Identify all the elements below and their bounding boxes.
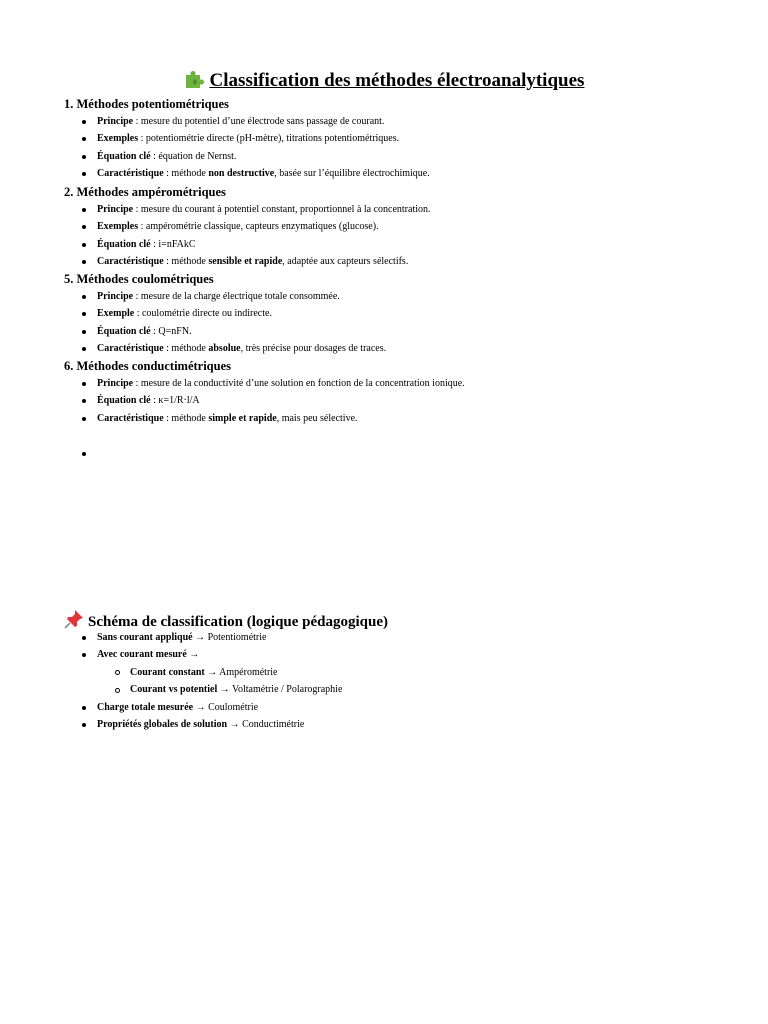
item-list bbox=[64, 113, 744, 183]
item-text: : mesure de la charge électrique totale consommée. bbox=[133, 291, 340, 302]
item-text: : coulométrie directe ou indirecte. bbox=[134, 308, 272, 320]
item-text: → Coulométrie bbox=[193, 701, 259, 713]
item-list bbox=[64, 201, 744, 271]
item-label: Principe bbox=[97, 291, 134, 302]
item-text: : mesure du potentiel d’une électrode sans passage de courant. bbox=[133, 116, 385, 127]
item-label: Caractéristique bbox=[97, 412, 164, 424]
item-label: Équation clé bbox=[97, 325, 151, 337]
section-coulometric bbox=[64, 271, 744, 358]
page-title-text: Classification des méthodes électroanalytiques bbox=[209, 70, 585, 91]
item-emphasis: non destructive bbox=[208, 168, 275, 180]
item-text: → Potentiométrie bbox=[192, 632, 267, 643]
item-label: Avec courant mesuré bbox=[97, 649, 187, 661]
list-item bbox=[64, 340, 744, 357]
item-label: Principe bbox=[97, 204, 134, 215]
item-list bbox=[64, 288, 744, 358]
item-text: : méthode bbox=[163, 168, 209, 180]
item-text: : ampérométrie classique, capteurs enzymatiques (glucose). bbox=[138, 221, 379, 233]
list-item bbox=[64, 699, 744, 716]
item-text: : potentiométrie directe (pH-mètre), titrations potentiométriques. bbox=[138, 133, 400, 145]
puzzle-piece-icon bbox=[184, 69, 206, 97]
list-item bbox=[64, 218, 744, 235]
item-text: → bbox=[186, 649, 200, 661]
sub-list-item bbox=[64, 664, 744, 681]
list-item bbox=[64, 716, 744, 733]
item-list bbox=[64, 629, 744, 733]
section-title: 1. Méthodes potentiométriques bbox=[64, 97, 229, 111]
sub-list-item bbox=[64, 681, 744, 698]
item-text: : méthode bbox=[163, 343, 209, 355]
list-item bbox=[64, 375, 744, 392]
item-text: , adaptée aux capteurs sélectifs. bbox=[282, 256, 409, 268]
section-title: 2. Méthodes ampérométriques bbox=[64, 185, 226, 199]
list-item bbox=[64, 392, 744, 409]
item-emphasis: simple et rapide bbox=[208, 412, 277, 424]
item-text: , très précise pour dosages de traces. bbox=[240, 343, 387, 355]
item-emphasis: sensible et rapide bbox=[208, 256, 283, 268]
item-text: → Ampérométrie bbox=[204, 666, 278, 678]
item-label: Principe bbox=[97, 378, 134, 389]
item-label: Caractéristique bbox=[97, 168, 164, 180]
item-label: Caractéristique bbox=[97, 343, 164, 355]
schema-list bbox=[64, 629, 744, 733]
item-text: : mesure du courant à potentiel constant, proportionnel à la concentration. bbox=[133, 204, 431, 215]
item-label: Sans courant appliqué bbox=[97, 632, 193, 643]
page-title bbox=[0, 68, 768, 97]
item-label: Équation clé bbox=[97, 150, 151, 162]
item-text: : i=nFAkC bbox=[150, 238, 196, 250]
empty-bullet bbox=[82, 452, 86, 456]
item-text: , mais peu sélective. bbox=[276, 412, 358, 424]
list-item bbox=[64, 148, 744, 165]
schema-title-text: Schéma de classification (logique pédagogique) bbox=[88, 614, 389, 630]
item-list bbox=[64, 375, 744, 427]
item-text: : méthode bbox=[163, 412, 209, 424]
item-label: Exemples bbox=[97, 133, 139, 145]
list-item bbox=[64, 305, 744, 322]
item-label: Charge totale mesurée bbox=[97, 701, 194, 713]
section-potentiometric bbox=[64, 96, 744, 183]
list-item bbox=[64, 253, 744, 270]
item-label: Principe bbox=[97, 116, 134, 127]
item-label: Équation clé bbox=[97, 395, 151, 407]
list-item bbox=[64, 629, 744, 646]
list-item bbox=[64, 113, 744, 130]
item-text: : κ=1/R·l/A bbox=[150, 395, 200, 407]
item-label: Courant vs potentiel bbox=[130, 684, 218, 696]
list-item bbox=[64, 288, 744, 305]
section-title: 6. Méthodes conductimétriques bbox=[64, 359, 231, 373]
item-label: Exemples bbox=[97, 221, 139, 233]
item-text: : méthode bbox=[163, 256, 209, 268]
list-item bbox=[64, 323, 744, 340]
item-label: Caractéristique bbox=[97, 256, 164, 268]
section-conductimetric bbox=[64, 358, 744, 427]
item-text: , basée sur l’équilibre électrochimique. bbox=[274, 168, 430, 180]
item-label: Propriétés globales de solution bbox=[97, 718, 228, 730]
item-label: Équation clé bbox=[97, 238, 151, 250]
item-text: → Voltamétrie / Polarographie bbox=[217, 684, 343, 696]
item-text: : mesure de la conductivité d’une solution en fonction de la concentration ionique. bbox=[133, 378, 465, 389]
item-label: Courant constant bbox=[130, 666, 205, 678]
item-text: → Conductimétrie bbox=[227, 718, 305, 730]
list-item bbox=[64, 646, 744, 663]
list-item bbox=[64, 201, 744, 218]
section-amperometric bbox=[64, 184, 744, 271]
list-item bbox=[64, 165, 744, 182]
item-emphasis: absolue bbox=[208, 343, 241, 355]
item-label: Exemple bbox=[97, 308, 135, 320]
item-text: : Q=nFN. bbox=[150, 325, 192, 337]
item-text: : équation de Nernst. bbox=[150, 150, 237, 162]
section-title: 5. Méthodes coulométriques bbox=[64, 272, 214, 286]
list-item bbox=[64, 236, 744, 253]
list-item bbox=[64, 410, 744, 427]
list-item bbox=[64, 130, 744, 147]
